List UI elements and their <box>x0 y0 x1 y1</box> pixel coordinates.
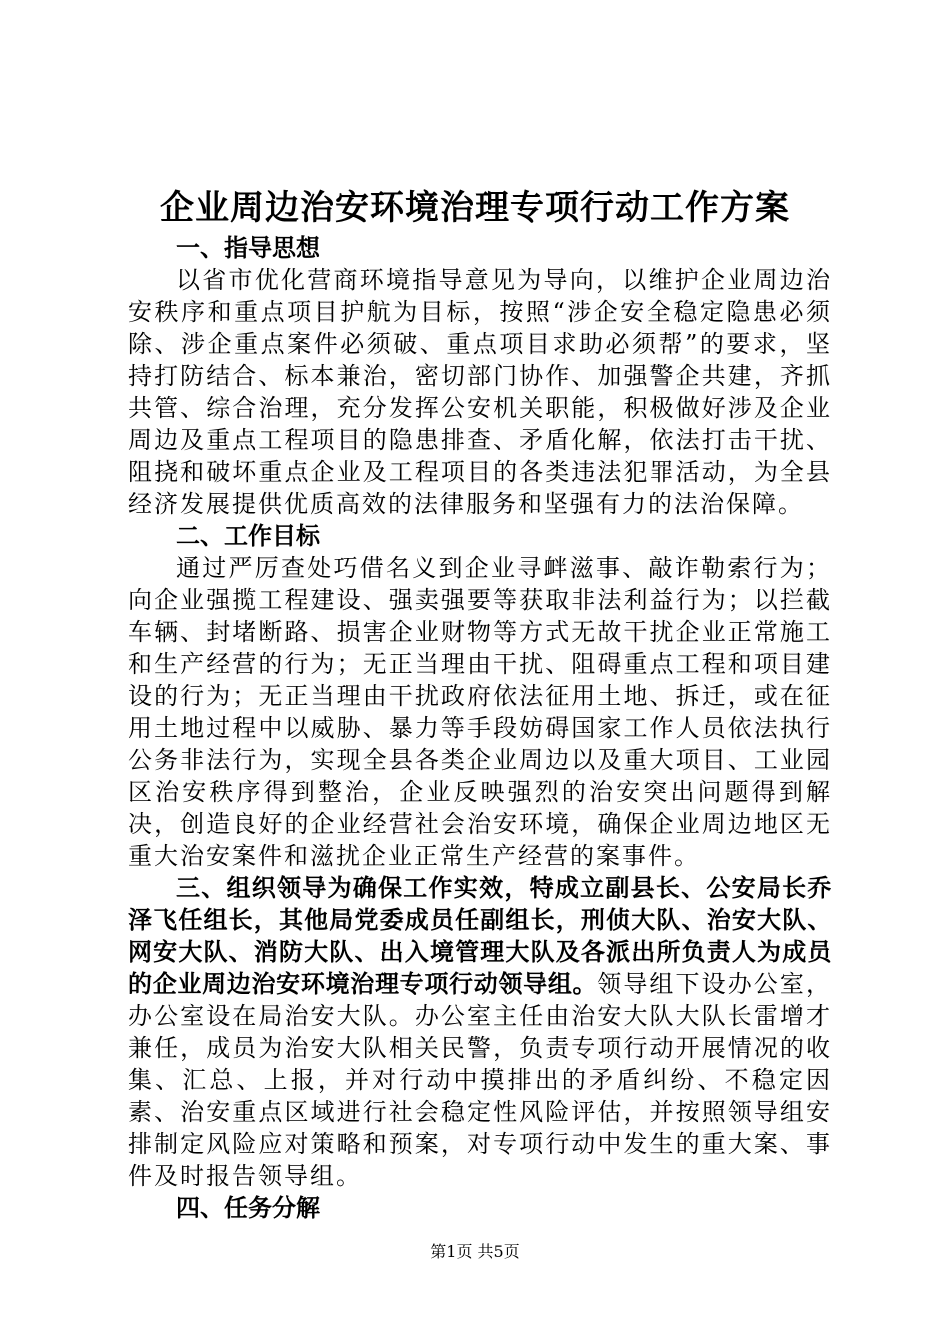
section-heading-guiding-ideology: 一、指导思想 <box>176 233 320 262</box>
section-organization-leadership <box>128 872 832 1192</box>
section-heading-task-breakdown: 四、任务分解 <box>176 1193 320 1222</box>
section-body-work-goals: 通过严厉查处巧借名义到企业寻衅滋事、敲诈勒索行为；向企业强揽工程建设、强卖强要等获取非法利益行为；以拦截车辆、封堵断路、损害企业财物等方式无故干扰企业正常施工和生产经营的行为；无正当理由干扰、阻碍重点工程和项目建设的行为；无正当理由干扰政府依法征用土地、拆迁，或在征用土地过程中以威胁、暴力等手段妨碍国家工作人员依法执行公务非法行为，实现全县各类企业周边以及重大项目、工业园区治安秩序得到整治，企业反映强烈的治安突出问题得到解决，创造良好的企业经营社会治安环境，确保企业周边地区无重大治安案件和滋扰企业正常生产经营的案事件。 <box>128 554 832 870</box>
section-body-organization-leadership: 领导组下设办公室，办公室设在局治安大队。办公室主任由治安大队大队长雷增才兼任，成员为治安大队相关民警，负责专项行动开展情况的收集、汇总、上报，并对行动中摸排出的矛盾纠纷、不稳定因素、治安重点区域进行社会稳定性风险评估，并按照领导组安排制定风险应对策略和预案，对专项行动中发生的重大案、事件及时报告领导组。 <box>128 970 833 1190</box>
page-number: 第1页 共5页 <box>430 1242 520 1261</box>
section-lead-organization-leadership: 三、组织领导为确保工作实效，特成立副县长、公安局长乔泽飞任组长，其他局党委成员任副组长，刑侦大队、治安大队、网安大队、消防大队、出入境管理大队及各派出所负责人为成员的企业周边治安环境治理专项行动领导组。 <box>128 873 832 998</box>
section-heading-work-goals: 二、工作目标 <box>176 521 320 550</box>
document-title: 企业周边治安环境治理专项行动工作方案 <box>160 188 790 228</box>
section-body-guiding-ideology: 以省市优化营商环境指导意见为导向，以维护企业周边治安秩序和重点项目护航为目标，按照“涉企安全稳定隐患必须除、涉企重点案件必须破、重点项目求助必须帮”的要求，坚持打防结合、标本兼治，密切部门协作、加强警企共建，齐抓共管、综合治理，充分发挥公安机关职能，积极做好涉及企业周边及重点工程项目的隐患排查、矛盾化解，依法打击干扰、阻挠和破坏重点企业及工程项目的各类违法犯罪活动，为全县经济发展提供优质高效的法律服务和坚强有力的法治保障。 <box>128 266 832 518</box>
document-body <box>128 232 832 1224</box>
